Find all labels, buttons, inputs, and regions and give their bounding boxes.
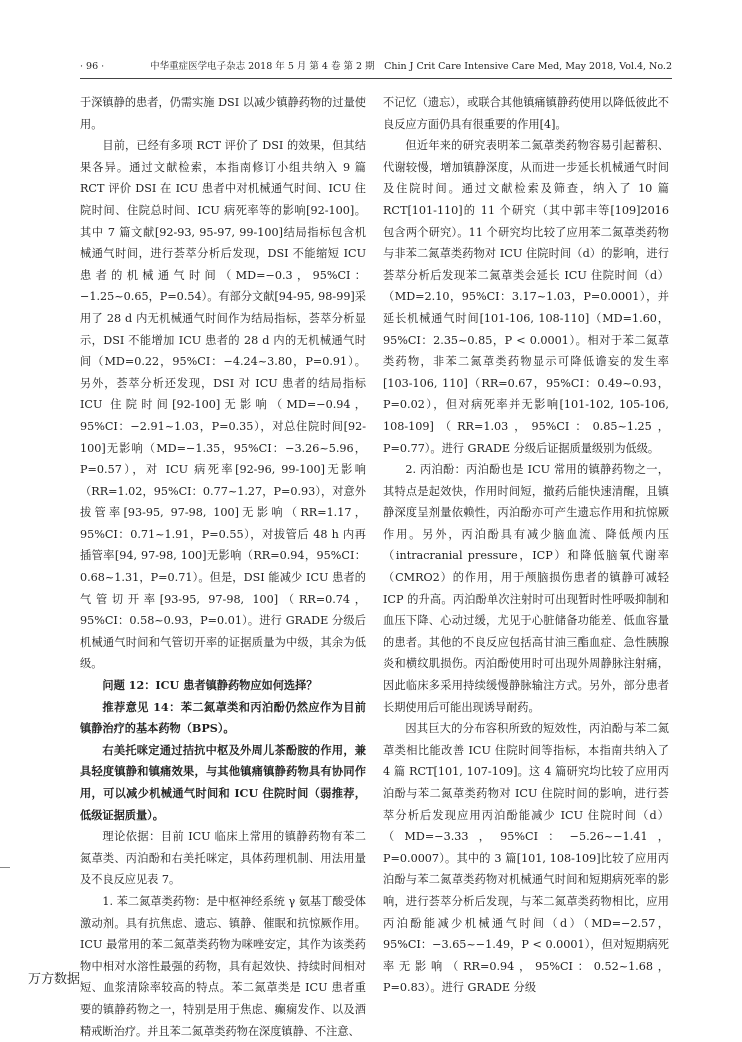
margin-mark xyxy=(0,867,10,868)
recommendation: 右美托咪定通过拮抗中枢及外周儿茶酚胺的作用，兼具轻度镇静和镇痛效果，与其他镇痛镇静药物具有协同作用，可以减少机械通气时间和 ICU 住院时间（弱推荐，低级证据质量）。 xyxy=(80,742,366,822)
paragraph: 但近年来的研究表明苯二氮䓬类药物容易引起蓄积、代谢较慢，增加镇静深度，从而进一步延长机械通气时间及住院时间。通过文献检索及筛查，纳入了 10 篇 RCT[101-110]的 11 个研究（其中郭丰等[109]2016 包含两个研究）。11 个研究均比较了应用苯二氮䓬类药物与非苯二氮䓬类药物对 ICU 住院时间（d）的影响，进行荟萃分析后发现苯二氮䓬类会延长 ICU 住院时间（d）（MD=2.10，95%CI：3.17~1.03，P=0.0001），并延长机械通气时间[101-106, 108-110]（MD=1.60，95%CI：2.35~0.85，P < 0.0001）。相对于苯二氮䓬类药物，非苯二氮䓬类药物显示可降低谵妄的发生率[103-106, 110]（RR=0.67，95%CI：0.49~0.93，P=0.02），但对病死率并无影响[101-102, 105-106, 108-109]（RR=1.03，95%CI：0.85~1.25，P=0.77）。进行 GRADE 分级后证据质量级别为低级。 xyxy=(383,139,669,455)
paragraph: 目前，已经有多项 RCT 评价了 DSI 的效果，但其结果各异。通过文献检索，本指南修订小组共纳入 9 篇 RCT 评价 DSI 在 ICU 患者中对机械通气时间、ICU 住院时间、住院总时间、ICU 病死率等的影响[92-100]。其中 7 篇文献[92-93, 95-97, 99-100]结局指标包含机械通气时间，进行荟萃分析后发现，DSI 不能缩短 ICU 患者的机械通气时间（MD=−0.3，95%CI：−1.25~0.65，P=0.54）。有部分文献[94-95, 98-99]采用了 28 d 内无机械通气时间作为结局指标，荟萃分析显示，DSI 不能增加 ICU 患者的 28 d 内的无机械通气时间（MD=0.22，95%CI：−4.24~3.80，P=0.91）。另外，荟萃分析还发现，DSI 对 ICU 患者的结局指标 ICU 住院时间[92-100]无影响（MD=−0.94，95%CI：−2.91~1.03，P=0.35），对总住院时间[92-100]无影响（MD=−1.35，95%CI：−3.26~5.96，P=0.57），对 ICU 病死率[92-96, 99-100]无影响（RR=1.02，95%CI：0.77~1.27，P=0.93），对意外拔管率[93-95, 97-98, 100]无影响（RR=1.17，95%CI：0.71~1.91，P=0.55），对拔管后 48 h 内再插管率[94, 97-98, 100]无影响（RR=0.94，95%CI：0.68~1.31，P=0.71）。但是，DSI 能减少 ICU 患者的气管切开率[93-95, 97-98, 100]（RR=0.74，95%CI：0.58~0.93，P=0.01）。进行 GRADE 分级后机械通气时间和气管切开率的证据质量为中级，其余为低级。 xyxy=(80,139,366,671)
question-heading: 问题 12：ICU 患者镇静药物应如何选择？ xyxy=(102,678,318,693)
journal-citation: 中华重症医学电子杂志 2018 年 5 月 第 4 卷 第 2 期 Chin J Crit Care Intensive Care Med, May 2018, Vol.4, No.2 xyxy=(150,61,672,72)
paragraph: 2. 丙泊酚：丙泊酚也是 ICU 常用的镇静药物之一，其特点是起效快，作用时间短，撤药后能快速清醒，且镇静深度呈剂量依赖性，丙泊酚亦可产生遗忘作用和抗惊厥作用。另外，丙泊酚具有减少脑血流、降低颅内压（intracranial pressure，ICP）和降低脑氧代谢率（CMRO2）的作用，用于颅脑损伤患者的镇静可减轻 ICP 的升高。丙泊酚单次注射时可出现暂时性呼吸抑制和血压下降、心动过缓，尤见于心脏储备功能差、低血容量的患者。其他的不良反应包括高甘油三酯血症、急性胰腺炎和横纹肌损伤。丙泊酚使用时可出现外周静脉注射痛，因此临床多采用持续缓慢静脉输注方式。另外，部分患者长期使用后可能出现诱导耐药。 xyxy=(383,463,669,714)
paragraph: 1. 苯二氮䓬类药物：是中枢神经系统 γ 氨基丁酸受体激动剂。具有抗焦虑、遗忘、镇静、催眠和抗惊厥作用。ICU 最常用的苯二氮䓬类药物为咪唑安定，其作为该类药物中相对水溶性最强的药物，具有起效快、持续时间相对短、血浆清除率较高的特点。苯二氮䓬类是 ICU 患者重要的镇静药物之一，特别是用于焦虑、癫痫发作、以及酒精戒断治疗。并且苯二氮䓬类药物在深度镇静、不注意、 xyxy=(80,894,366,1038)
watermark-footer: 万方数据 xyxy=(28,972,81,987)
paragraph: 于深镇静的患者，仍需实施 DSI 以减少镇静药物的过量使用。 xyxy=(80,96,366,131)
left-column xyxy=(80,92,366,1042)
paragraph: 理论依据：目前 ICU 临床上常用的镇静药物有苯二氮䓬类、丙泊酚和右美托咪定，具体药理机制、用法用量及不良反应见表 7。 xyxy=(80,830,366,887)
page-number: · 96 · xyxy=(80,61,105,72)
right-column xyxy=(383,92,669,999)
paragraph: 不记忆（遗忘），或联合其他镇痛镇静药使用以降低彼此不良反应方面仍具有很重要的作用[4]。 xyxy=(383,96,669,131)
running-header xyxy=(80,60,672,79)
recommendation: 推荐意见 14：苯二氮䓬类和丙泊酚仍然应作为目前镇静治疗的基本药物（BPS）。 xyxy=(80,699,366,736)
paragraph: 因其巨大的分布容积所致的短效性，丙泊酚与苯二氮䓬类相比能改善 ICU 住院时间等指标，本指南共纳入了 4 篇 RCT[101, 107-109]。这 4 篇研究均比较了应用丙泊酚与苯二氮䓬类药物对 ICU 住院时间的影响，进行荟萃分析后发现应用丙泊酚能减少 ICU 住院时间（d）（MD=−3.33，95%CI：−5.26~−1.41，P=0.0007）。其中的 3 篇[101, 108-109]比较了应用丙泊酚与苯二氮䓬类药物对机械通气时间和短期病死率的影响，进行荟萃分析后发现，与苯二氮䓬类药物相比，应用丙泊酚能减少机械通气时间（d）（MD=−2.57，95%CI：−3.65~−1.49，P < 0.0001），但对短期病死率无影响（RR=0.94，95%CI：0.52~1.68，P=0.83）。进行 GRADE 分级 xyxy=(383,722,669,995)
